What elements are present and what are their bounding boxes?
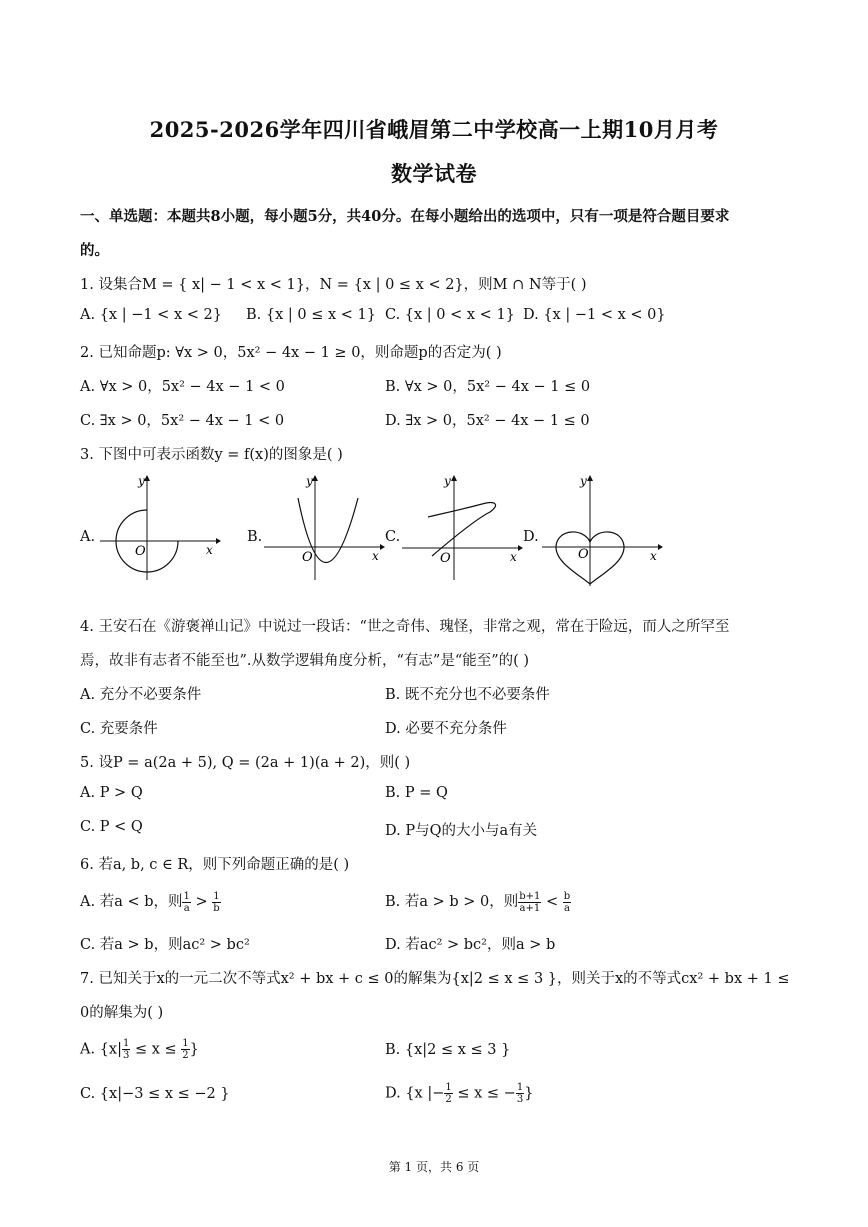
question-2-option-c: C. ∃x > 0，5x² − 4x − 1 < 0 [80, 413, 285, 429]
page-footer: 第 1 页，共 6 页 [388, 1160, 480, 1174]
fraction: $\frac{1}{2}$ [445, 1082, 452, 1105]
graph-c [400, 472, 524, 582]
question-4-option-b: B. 既不充分也不必要条件 [385, 687, 550, 703]
question-7-option-a: A. {x| $\frac{1}{3}$ ≤ x ≤ $\frac{1}{2}$ } [80, 1038, 199, 1061]
fraction: $\frac{1}{3}$ [122, 1038, 130, 1061]
question-2-option-a: A. ∀x > 0，5x² − 4x − 1 < 0 [80, 379, 285, 395]
graph-a-x-label: x [206, 543, 213, 557]
question-7-option-d: D. {x |− $\frac{1}{2}$ ≤ x ≤ − $\frac{1}{3}$ } [385, 1082, 534, 1105]
question-5-option-c: C. P < Q [80, 819, 143, 835]
exam-subtitle: 数学试卷 [391, 161, 477, 186]
section-heading: 一、单选题：本题共8小题，每小题5分，共40分。在每小题给出的选项中，只有一项是符合题目要求 [80, 208, 730, 225]
graph-d-x-arrow [658, 544, 663, 550]
fraction: $\frac{b+1}{a+1}$ [519, 890, 541, 914]
question-2-stem: 2. 已知命题p: ∀x > 0，5x² − 4x − 1 ≥ 0，则命题p的否定为( ) [80, 345, 502, 361]
question-7-option-b: B. {x|2 ≤ x ≤ 3 } [385, 1042, 511, 1058]
graph-a [98, 472, 222, 582]
question-6-option-d: D. 若ac² > bc²，则a > b [385, 937, 556, 953]
question-7-option-c: C. {x|−3 ≤ x ≤ −2 } [80, 1086, 230, 1102]
question-5-option-a: A. P > Q [80, 785, 143, 801]
fraction: $\frac{1}{b}$ [213, 890, 220, 914]
question-3-stem: 3. 下图中可表示函数y = f(x)的图象是( ) [80, 447, 343, 463]
exam-title: 2025-2026学年四川省峨眉第二中学校高一上期10月月考 [149, 117, 719, 142]
graph-c-x-label: x [510, 550, 517, 564]
question-6-option-a: A. 若a < b，则 $\frac{1}{a}$ > $\frac{1}{b}$ [80, 890, 220, 914]
question-4-option-d: D. 必要不充分条件 [385, 721, 507, 737]
question-3-option-b-label: B. [247, 529, 263, 545]
graph-d-x-label: x [650, 549, 657, 563]
question-1-option-d: D. {x | −1 < x < 0} [523, 307, 666, 323]
question-6-option-b-text: B. 若a > b > 0，则 [385, 894, 519, 910]
question-3-option-c-label: C. [385, 529, 401, 545]
question-7-stem: 7. 已知关于x的一元二次不等式x² + bx + c ≤ 0的解集为{x|2 ≤ x ≤ 3 }，则关于x的不等式cx² + bx + 1 ≤ [80, 971, 790, 987]
question-5-option-d: D. P与Q的大小与a有关 [385, 823, 538, 839]
question-6-option-c: C. 若a > b，则ac² > bc² [80, 937, 250, 953]
section-heading-cont: 的。 [80, 242, 109, 259]
question-5-option-b: B. P = Q [385, 785, 448, 801]
graph-d-y-label: y [580, 474, 587, 488]
graph-b-origin: O [302, 550, 313, 565]
graph-c-origin: O [440, 551, 451, 566]
question-5-stem: 5. 设P = a(2a + 5), Q = (2a + 1)(a + 2)，则( ) [80, 755, 411, 771]
question-1-stem: 1. 设集合M = { x| − 1 < x < 1}，N = {x | 0 ≤ x < 2}，则M ∩ N等于( ) [80, 277, 587, 293]
question-4-stem: 4. 王安石在《游褒禅山记》中说过一段话：“世之奇伟、瑰怪，非常之观，常在于险远，而人之所罕至 [80, 619, 730, 635]
question-6-option-b: B. 若a > b > 0，则 $\frac{b+1}{a+1}$ < $\frac{b}{a}$ [385, 890, 571, 914]
question-2-option-d: D. ∃x > 0，5x² − 4x − 1 ≤ 0 [385, 413, 590, 429]
question-3-option-d-label: D. [523, 529, 539, 545]
question-2-option-b: B. ∀x > 0，5x² − 4x − 1 ≤ 0 [385, 379, 591, 395]
graph-b-y-arrow [312, 475, 318, 481]
fraction: $\frac{1}{2}$ [182, 1038, 189, 1061]
graph-c-y-arrow [451, 475, 457, 481]
question-4-option-c: C. 充要条件 [80, 721, 158, 737]
question-6-stem: 6. 若a, b, c ∈ R，则下列命题正确的是( ) [80, 857, 350, 873]
question-4-option-a: A. 充分不必要条件 [80, 687, 202, 703]
graph-b-x-label: x [372, 549, 379, 563]
graph-c-x-arrow [518, 545, 523, 551]
question-1-option-c: C. {x | 0 < x < 1} [385, 307, 515, 323]
graph-b-y-label: y [306, 474, 313, 488]
fraction: $\frac{1}{3}$ [516, 1082, 524, 1105]
question-4-stem-cont: 焉，故非有志者不能至也”.从数学逻辑角度分析，“有志”是“能至”的( ) [80, 653, 530, 669]
fraction: $\frac{1}{a}$ [183, 890, 190, 914]
question-1-option-a: A. {x | −1 < x < 2} [80, 307, 222, 323]
graph-a-x-arrow [216, 538, 221, 544]
question-3-option-a-label: A. [80, 529, 96, 545]
graph-d [540, 472, 664, 588]
graph-a-y-label: y [138, 474, 145, 488]
graph-a-origin: O [135, 544, 146, 559]
graph-d-y-arrow [587, 475, 593, 481]
graph-a-y-arrow [144, 475, 150, 481]
question-1-option-b: B. {x | 0 ≤ x < 1} [246, 307, 376, 323]
question-7-stem-cont: 0的解集为( ) [80, 1005, 164, 1021]
graph-c-y-label: y [444, 474, 451, 488]
graph-d-origin: O [578, 547, 589, 562]
fraction: $\frac{b}{a}$ [563, 890, 571, 914]
question-6-option-a-text: A. 若a < b，则 [80, 894, 183, 910]
graph-b [262, 472, 386, 582]
